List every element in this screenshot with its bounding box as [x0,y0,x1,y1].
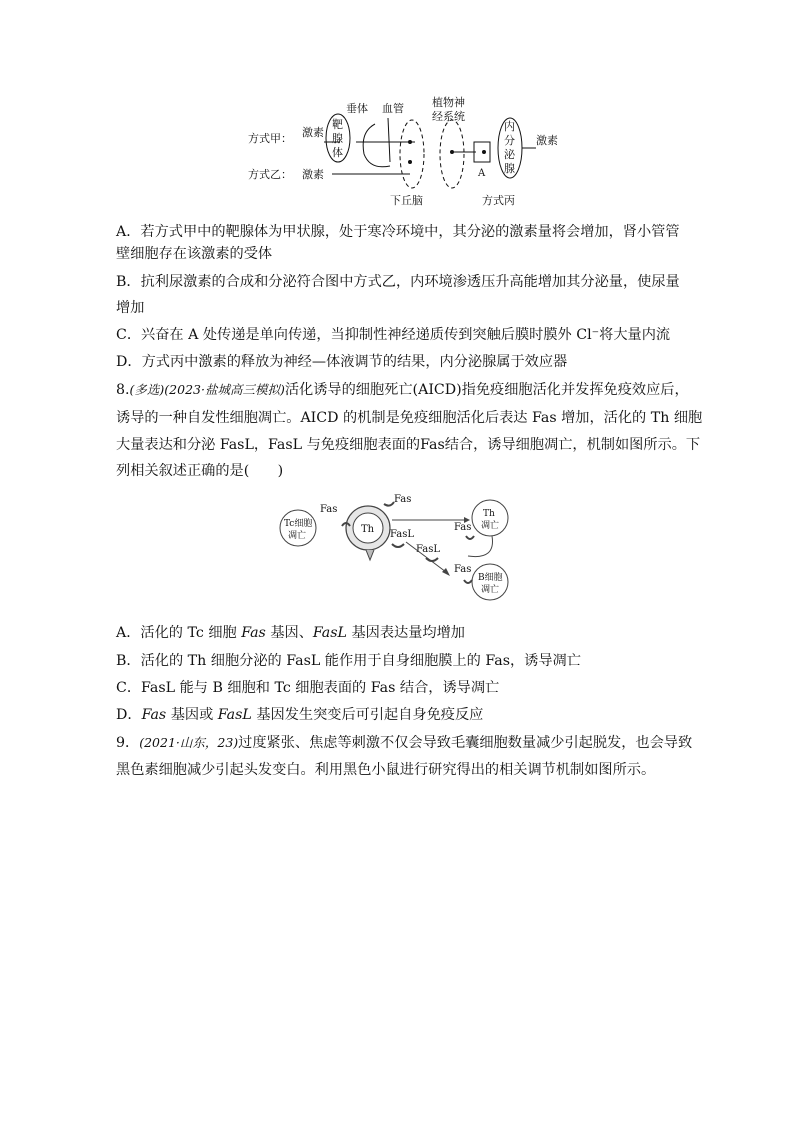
q8-source: (多选)(2023·盐城高三模拟) [129,382,285,397]
q7-option-a-line1: A．若方式甲中的靶腺体为甲状腺，处于寒冷环境中，其分泌的激素量将会增加，肾小管管 [116,224,680,240]
q8-option-a-pre: A．活化的 Tc 细胞 [116,625,242,641]
fas-top-label: Fas [394,494,412,505]
q8-option-d [116,705,483,725]
q8-option-d-gene2: FasL [217,707,252,723]
autonomic-label-1: 植物神 [432,96,465,109]
fas-left-label: Fas [320,504,338,515]
method-b-label: 方式乙： [248,168,292,181]
q9-number: 9． [116,735,140,751]
th-label: Th [361,524,375,535]
q7-option-d: D．方式丙中激素的释放为神经—体液调节的结果，内分泌腺属于效应器 [116,354,568,370]
th-apoptosis-label-1: Th [483,509,495,519]
q8-option-b: B．活化的 Th 细胞分泌的 FasL 能作用于自身细胞膜上的 Fas，诱导凋亡 [116,653,581,669]
q8-option-a [116,623,465,643]
autonomic-label-2: 经系统 [432,110,465,123]
q9-stem-line2: 黑色素细胞减少引起头发变白。利用黑色小鼠进行研究得出的相关调节机制如图所示。 [116,762,656,778]
q8-stem-line2: 诱导的一种自发性细胞凋亡。AICD 的机制是免疫细胞活化后表达 Fas 增加，活化的 Th 细胞 [116,410,703,426]
b-cell-label-1: B细胞 [478,573,503,583]
point-a-label: A [478,168,486,179]
method-a-label: 方式甲： [248,132,292,145]
q9-source: (2021·山东，23) [139,735,239,750]
hormone-c-label: 激素 [536,134,558,147]
hypothalamus-label: 下丘脑 [390,194,423,207]
q8-stem-text1: 活化诱导的细胞死亡(AICD)指免疫细胞活化并发挥免疫效应后， [284,382,689,398]
q8-option-a-gene2: FasL [312,625,347,641]
target-gland-char-1: 靶 [332,118,343,131]
q8-option-d-pre: D． [116,707,142,723]
hypothalamus-ellipse [400,120,424,188]
fasl-label-1: FasL [390,529,414,540]
tc-label-1: Tc细胞 [284,519,313,529]
q8-option-a-mid: 基因、 [265,625,313,641]
arrowhead-b [442,568,450,576]
q8-option-c: C．FasL 能与 B 细胞和 Tc 细胞表面的 Fas 结合，诱导凋亡 [116,680,500,696]
endocrine-char-1: 内 [504,120,515,133]
vessel-path [388,118,390,162]
q8-option-d-post: 基因发生突变后可引起自身免疫反应 [251,707,484,723]
pituitary-label: 垂体 [346,102,368,115]
q9-stem-text1: 过度紧张、焦虑等刺激不仅会导致毛囊细胞数量减少引起脱发，也会导致 [238,735,693,751]
fas-bottom-label: Fas [454,564,472,575]
neuron-a-dot [408,140,412,144]
q8-option-d-mid: 基因或 [166,707,218,723]
q8-number: 8. [116,382,130,398]
q8-stem-line3: 大量表达和分泌 FasL，FasL 与免疫细胞表面的Fas结合，诱导细胞凋亡，机制如图所示。下 [116,437,701,453]
q8-option-d-gene1: Fas [141,707,167,723]
q7-option-a-line2: 壁细胞存在该激素的受体 [116,246,273,262]
fas-receptor-right [466,536,474,539]
q7-option-b-line2: 增加 [116,300,145,316]
b-cell-label-2: 凋亡 [481,585,500,595]
tc-label-2: 凋亡 [288,531,307,541]
fas-receptor-bottom [464,580,472,583]
q7-option-c: C．兴奋在 A 处传递是单向传递，当抑制性神经递质传到突触后膜时膜外 Cl⁻将大量内流 [116,327,671,343]
hormone-b-label: 激素 [302,168,324,181]
method-c-label: 方式丙 [482,194,515,207]
endocrine-char-4: 腺 [504,162,515,175]
fasl-label-2: FasL [416,544,440,555]
q8-option-a-post: 基因表达量均增加 [346,625,465,641]
hormone-pathway-diagram [240,92,560,212]
aicd-mechanism-diagram [278,490,518,612]
q8-stem-line1 [116,380,689,400]
fas-receptor-top [384,502,394,506]
th-apoptosis-label-2: 凋亡 [481,521,500,531]
vessel-label: 血管 [382,102,404,115]
target-gland-char-2: 腺 [332,132,343,145]
pituitary-shape [363,124,390,167]
th-receptor-bottom [366,550,374,560]
fasl-mark-1 [392,544,404,547]
q9-stem-line1 [116,733,692,753]
q8-stem-line4: 列相关叙述正确的是( ) [116,463,284,479]
endocrine-char-3: 泌 [504,148,515,161]
endocrine-char-2: 分 [504,134,515,147]
hormone-a-label: 激素 [302,126,324,139]
fas-right-label: Fas [454,522,472,533]
q7-option-b-line1: B．抗利尿激素的合成和分泌符合图中方式乙，内环境渗透压升高能增加其分泌量，使尿量 [116,274,680,290]
neuron-b-dot [408,160,412,164]
synapse-a-dot [482,150,486,154]
q8-option-a-gene1: Fas [241,625,266,641]
target-gland-char-3: 体 [332,146,343,159]
